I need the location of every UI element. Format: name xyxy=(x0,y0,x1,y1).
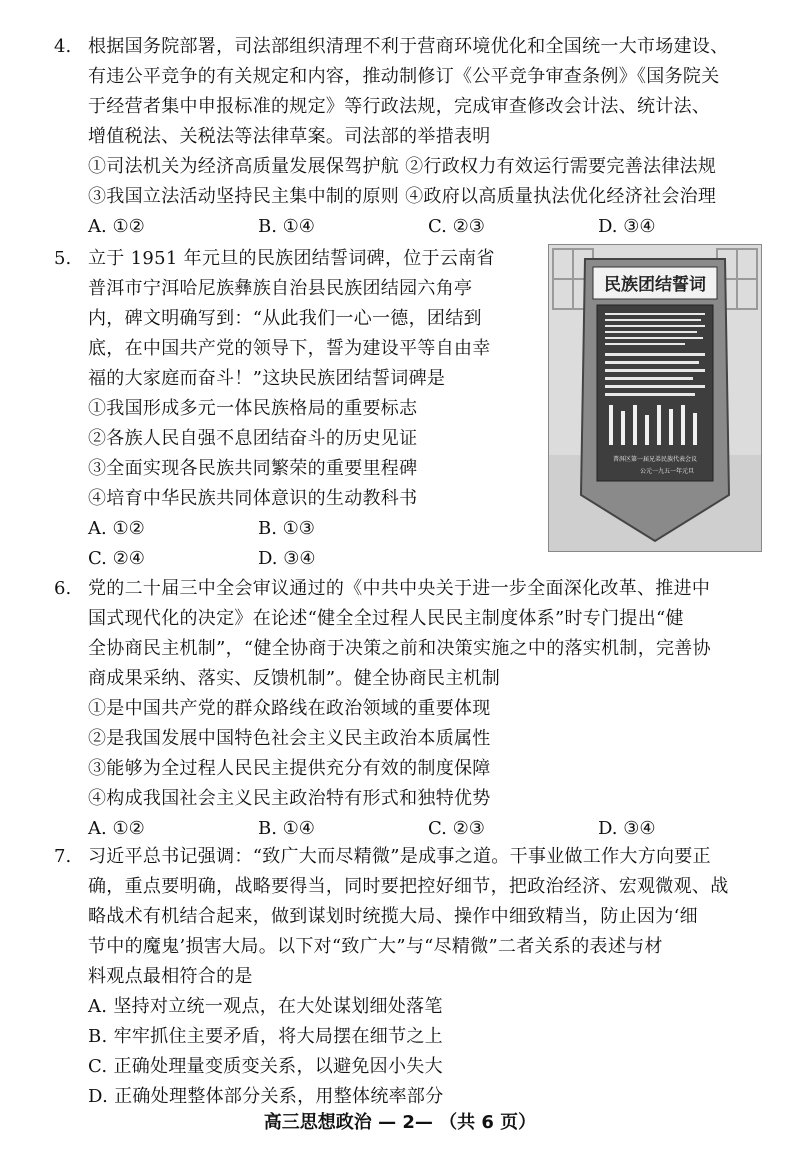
question-text-line: 习近平总书记强调：“致广大而尽精微”是成事之道。干事业做工作大方向要正 xyxy=(88,846,711,867)
statement-line: ①司法机关为经济高质量发展保驾护航 ②行政权力有效运行需要完善法律法规 xyxy=(88,156,717,177)
stele-footer: 普洱区第一届兄弟民族代表会议 xyxy=(612,456,698,463)
question-text-line: 于经营者集中申报标准的规定》等行政法规，完成审查修改会计法、统计法、 xyxy=(88,96,711,117)
question-text-line: 确，重点要明确，战略要得当，同时要把控好细节，把政治经济、宏观微观、战 xyxy=(88,876,729,897)
option-c[interactable]: C. ②③ xyxy=(428,216,485,237)
question-text-line: 有违公平竞争的有关规定和内容，推动制修订《公平竞争审查条例》《国务院关 xyxy=(88,66,720,87)
question-text-line: 福的大家庭而奋斗！”这块民族团结誓词碑是 xyxy=(88,368,446,389)
question-text-line: 底，在中国共产党的领导下，誓为建设平等自由幸 xyxy=(88,338,491,359)
page-footer: 高三思想政治 — 2— （共 6 页） xyxy=(263,1112,537,1133)
statement-line: ④构成我国社会主义民主政治特有形式和独特优势 xyxy=(88,788,491,809)
question-text-line: 内，碑文明确写到：“从此我们一心一德，团结到 xyxy=(88,308,482,329)
option-b[interactable]: B. ①③ xyxy=(258,518,315,539)
question-text-line: 料观点最相符合的是 xyxy=(88,966,253,987)
statement-line: ①是中国共产党的群众路线在政治领域的重要体现 xyxy=(88,698,491,719)
question-text-line: 党的二十届三中全会审议通过的《中共中央关于进一步全面深化改革、推进中 xyxy=(88,578,711,599)
statement-line: ③全面实现各民族共同繁荣的重要里程碑 xyxy=(88,458,418,479)
question-text-line: 全协商民主机制”，“健全协商于决策之前和决策实施之中的落实机制，完善协 xyxy=(88,638,711,659)
option-a[interactable]: A. ①② xyxy=(88,518,145,539)
option-b[interactable]: B. ①④ xyxy=(258,216,315,237)
statement-line: ②是我国发展中国特色社会主义民主政治本质属性 xyxy=(88,728,491,749)
question-text-line: 立于 1951 年元旦的民族团结誓词碑，位于云南省 xyxy=(88,248,495,269)
stele-photo xyxy=(548,244,762,552)
question-number: 7. xyxy=(54,846,72,867)
option-d[interactable]: D. ③④ xyxy=(598,818,656,839)
option-a[interactable]: A. ①② xyxy=(88,818,145,839)
question-number: 4. xyxy=(54,36,72,57)
question-text-line: 商成果采纳、落实、反馈机制”。健全协商民主机制 xyxy=(88,668,501,689)
option-b[interactable]: B. 牢牢抓住主要矛盾，将大局摆在细节之上 xyxy=(88,1026,443,1047)
question-text-line: 国式现代化的决定》在论述“健全全过程人民民主制度体系”时专门提出“健 xyxy=(88,608,684,629)
question-number: 6. xyxy=(54,578,72,599)
question-number: 5. xyxy=(54,248,72,269)
option-a[interactable]: A. 坚持对立统一观点，在大处谋划细处落笔 xyxy=(88,996,443,1017)
option-d[interactable]: D. ③④ xyxy=(258,548,316,569)
option-b[interactable]: B. ①④ xyxy=(258,818,315,839)
question-text-line: 根据国务院部署，司法部组织清理不利于营商环境优化和全国统一大市场建设、 xyxy=(88,36,729,57)
stele-image xyxy=(549,245,761,551)
question-text-line: 普洱市宁洱哈尼族彝族自治县民族团结园六角亭 xyxy=(88,278,473,299)
statement-line: ③能够为全过程人民民主提供充分有效的制度保障 xyxy=(88,758,491,779)
option-c[interactable]: C. ②④ xyxy=(88,548,145,569)
stele-title: 民族团结誓词 xyxy=(604,275,706,295)
statement-line: ③我国立法活动坚持民主集中制的原则 ④政府以高质量执法优化经济社会治理 xyxy=(88,186,717,207)
option-c[interactable]: C. 正确处理量变质变关系，以避免因小失大 xyxy=(88,1056,443,1077)
statement-line: ①我国形成多元一体民族格局的重要标志 xyxy=(88,398,418,419)
stele-date: 公元一九五一年元旦 xyxy=(639,468,695,475)
option-c[interactable]: C. ②③ xyxy=(428,818,485,839)
question-text-line: 增值税法、关税法等法律草案。司法部的举措表明 xyxy=(88,126,491,147)
option-d[interactable]: D. ③④ xyxy=(598,216,656,237)
statement-line: ④培育中华民族共同体意识的生动教科书 xyxy=(88,488,418,509)
question-text-line: 略战术有机结合起来，做到谋划时统揽大局、操作中细致精当，防止因为‘细 xyxy=(88,906,698,927)
statement-line: ②各族人民自强不息团结奋斗的历史见证 xyxy=(88,428,418,449)
option-a[interactable]: A. ①② xyxy=(88,216,145,237)
question-text-line: 节中的魔鬼’损害大局。以下对“致广大”与“尽精微”二者关系的表述与材 xyxy=(88,936,663,957)
option-d[interactable]: D. 正确处理整体部分关系，用整体统率部分 xyxy=(88,1086,444,1107)
